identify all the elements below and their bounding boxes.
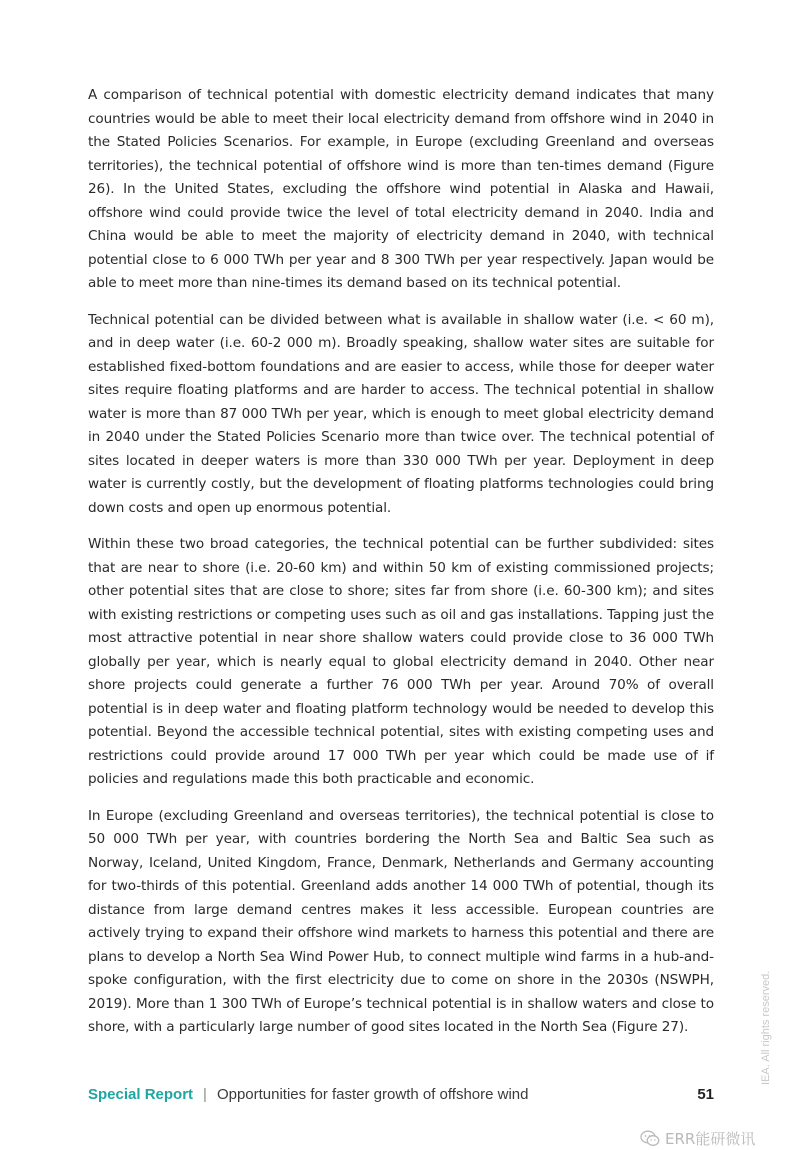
footer-report-title: Opportunities for faster growth of offshore wind — [216, 1085, 529, 1103]
page-footer — [88, 1082, 714, 1106]
footer-separator: | — [203, 1085, 207, 1103]
paragraph-2: Technical potential can be divided between what is available in shallow water (i.e. < 60 m), and in deep water (i.e. 60-2 000 m). Broadly speaking, shallow water sites are suitable for established fixed-bottom foundations and are easier to access, while those for deeper water sites require floating platforms and are harder to access. The technical potential in shallow water is more than 87 000 TWh per year, which is enough to meet global electricity demand in 2040 under the Stated Policies Scenario more than twice over. The technical potential of sites located in deeper waters is more than 330 000 TWh per year. Deployment in deep water is currently costly, but the development of floating platforms technologies could bring down costs and open up enormous potential. — [88, 311, 714, 516]
watermark-text: ERR能研微讯 — [665, 1130, 756, 1148]
wechat-icon — [640, 1130, 660, 1147]
footer-report-label: Special Report — [88, 1085, 194, 1103]
paragraph-3: Within these two broad categories, the technical potential can be further subdivided: sites that are near to shore (i.e. 20-60 km) and within 50 km of existing commissioned projects; other potential sites that are close to shore; sites far from shore (i.e. 60-300 km); and sites with existing restrictions or competing uses such as oil and gas installations. Tapping just the most attractive potential in near shore shallow waters could provide close to 36 000 TWh globally per year, which is nearly equal to global electricity demand in 2040. Other near shore projects could generate a further 76 000 TWh per year. Around 70% of overall potential is in deep water and floating platform technology would be needed to develop this potential. Beyond the accessible technical potential, sites with existing competing uses and restrictions could provide around 17 000 TWh per year which could be made use of if policies and regulations made this both practicable and economic. — [88, 536, 714, 787]
page-number: 51 — [697, 1085, 714, 1103]
paragraph-1: A comparison of technical potential with domestic electricity demand indicates that many countries would be able to meet their local electricity demand from offshore wind in 2040 in the Stated Policies Scenarios. For example, in Europe (excluding Greenland and overseas territories), the technical potential of offshore wind is more than ten-times demand (Figure 26). In the United States, excluding the offshore wind potential in Alaska and Hawaii, offshore wind could provide twice the level of total electricity demand in 2040. India and China would be able to meet the majority of electricity demand in 2040, with technical potential close to 6 000 TWh per year and 8 300 TWh per year respectively. Japan would be able to meet more than nine-times its demand based on its technical potential. — [88, 87, 714, 291]
watermark — [640, 1128, 755, 1149]
side-copyright: IEA. All rights reserved. — [760, 970, 772, 1085]
body-text — [88, 84, 714, 1053]
paragraph-4: In Europe (excluding Greenland and overseas territories), the technical potential is close to 50 000 TWh per year, with countries bordering the North Sea and Baltic Sea such as Norway, Iceland, United Kingdom, France, Denmark, Netherlands and Germany accounting for two-thirds of this potential. Greenland adds another 14 000 TWh of potential, though its distance from large demand centres makes it less accessible. European countries are actively trying to expand their offshore wind markets to harness this potential and there are plans to develop a North Sea Wind Power Hub, to connect multiple wind farms in a hub-and-spoke configuration, with the first electricity due to come on shore in the 2030s (NSWPH, 2019). More than 1 300 TWh of Europe’s technical potential is in shallow waters and close to shore, with a particularly large number of good sites located in the North Sea (Figure 27). — [88, 807, 714, 1035]
